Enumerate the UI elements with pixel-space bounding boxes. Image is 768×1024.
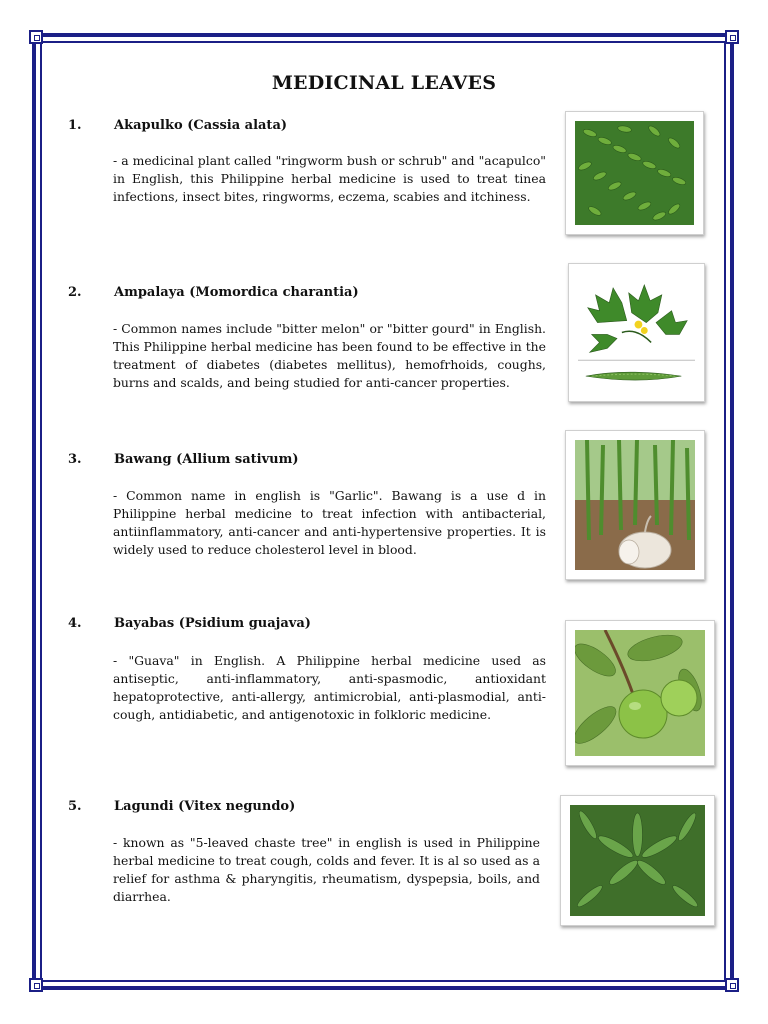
ampalaya-photo (568, 263, 705, 402)
entry-number: 4. (68, 616, 82, 631)
border-corner-ornament (725, 978, 739, 992)
entry-number: 2. (68, 285, 82, 300)
entry-number: 1. (68, 118, 82, 133)
entry-description: - "Guava" in English. A Philippine herbal medicine used as antiseptic, anti-inflammatory, anti-spasmodic, antioxidant hepatoprotective, anti-allergy, antimicrobial, anti-plasmodial, anti-cough, antidiabetic, and antigenotoxic in folkloric medicine. (113, 653, 546, 722)
entry-description: - Common names include "bitter melon" or "bitter gourd" in English. This Philippine herbal medicine has been found to be effective in the treatment of diabetes (diabetes mellitus), hemofrhoids, coughs, burns and scalds, and being studied for anti-cancer properties. (113, 321, 546, 390)
entry-description: - a medicinal plant called "ringworm bush or schrub" and "acapulco" in English, this Philippine herbal medicine is used to treat tinea infections, insect bites, ringworms, eczema, scabies and itchiness. (113, 153, 546, 204)
entry-number: 5. (68, 799, 82, 814)
entry-name: Bayabas (Psidium guajava) (114, 616, 311, 631)
entry-description: - Common name in english is "Garlic". Bawang is a use d in Philippine herbal medicine to treat infection with antibacterial, antiinflammatory, anti-cancer and anti-hypertensive properties. It is widely used to reduce cholesterol level in blood. (113, 488, 546, 557)
border-corner-ornament (29, 978, 43, 992)
entry-name: Ampalaya (Momordica charantia) (114, 285, 359, 300)
border-corner-ornament (29, 30, 43, 44)
entry-description: - known as "5-leaved chaste tree" in english is used in Philippine herbal medicine to treat cough, colds and fever. It is al so used as a relief for asthma & pharyngitis, rheumatism, dyspepsia, boils, and diarrhea. (113, 835, 540, 904)
akapulko-photo (565, 111, 704, 235)
entry-name: Lagundi (Vitex negundo) (114, 799, 296, 814)
entry-name: Akapulko (Cassia alata) (114, 118, 288, 133)
entry-name: Bawang (Allium sativum) (114, 452, 299, 467)
lagundi-photo (560, 795, 715, 926)
page-title: MEDICINAL LEAVES (271, 72, 497, 94)
entry-number: 3. (68, 452, 82, 467)
border-corner-ornament (725, 30, 739, 44)
bawang-photo (565, 430, 705, 580)
bayabas-photo (565, 620, 715, 766)
